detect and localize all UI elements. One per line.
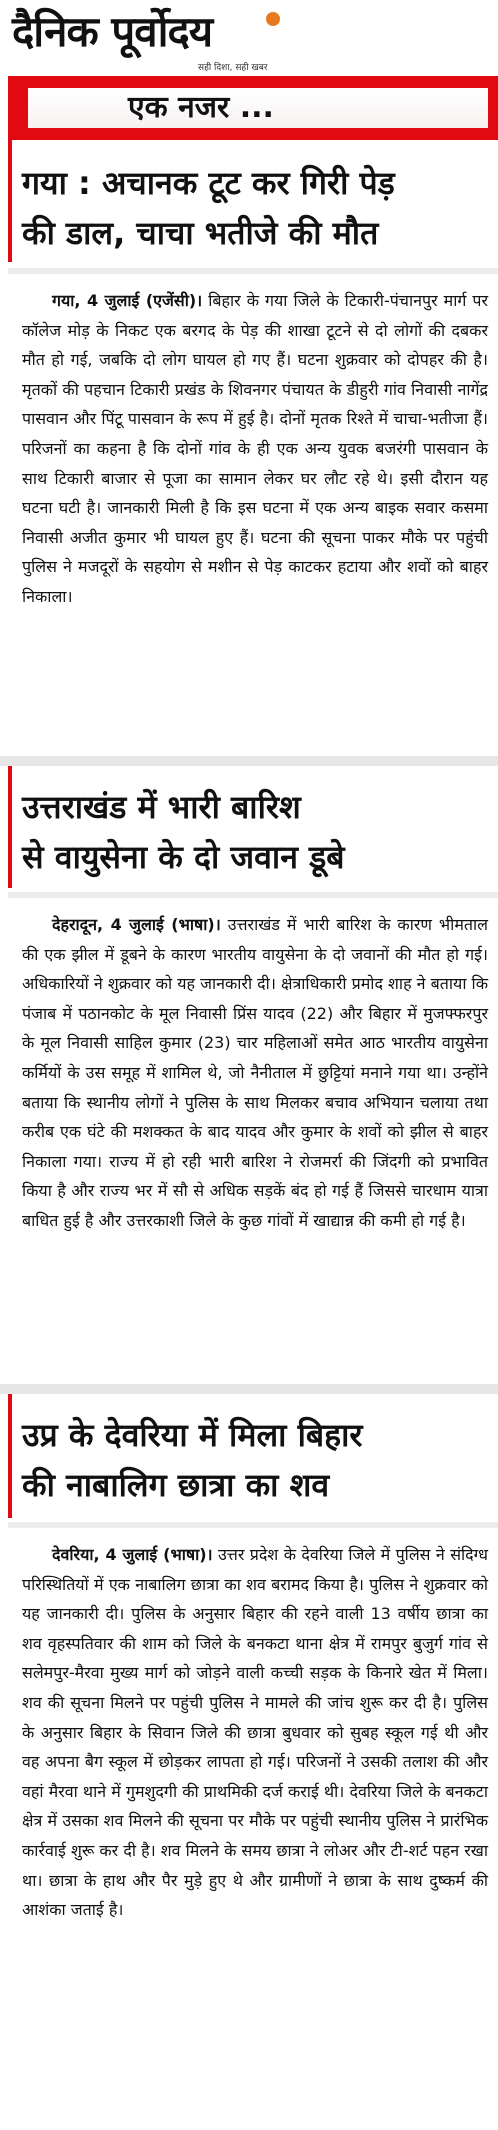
story-divider xyxy=(0,756,498,766)
story-2-dateline: देहरादून, 4 जुलाई (भाषा)। xyxy=(52,915,221,934)
story-2-headline-line2: से वायुसेना के दो जवान डूबे xyxy=(22,838,345,876)
headline-underline xyxy=(8,892,498,898)
headline-underline xyxy=(8,1522,498,1528)
headline-accent-rule xyxy=(8,1394,12,1518)
story-1-headline-line2: की डाल, चाचा भतीजे की मौत xyxy=(22,214,379,252)
story-3-headline-line1: उप्र के देवरिया में मिला बिहार xyxy=(22,1416,363,1454)
story-1-dateline: गया, 4 जुलाई (एजेंसी)। xyxy=(52,291,203,310)
newspaper-logo: दैनिक पूर्वोदय xyxy=(12,7,213,56)
story-3-text: उत्तर प्रदेश के देवरिया जिले में पुलिस ने संदिग्ध परिस्थितियों में एक नाबालिग छात्रा का शव बरामद किया है। पुलिस ने शुक्रवार को यह जानकारी दी। पुलिस के अनुसार बिहार की रहने वाली 13 वर्षीय छात्रा का शव वृहस्पतिवार की शाम को जिले के बनकटा थाना क्षेत्र में रामपुर बुजुर्ग गांव से सलेमपुर-मैरवा मुख्य मार्ग को जोड़ने वाली कच्ची सड़क के किनारे खेत में मिला। शव की सूचना मिलने पर पहुंची पुलिस ने मामले की जांच शुरू कर दी है। पुलिस के अनुसार बिहार के सिवान जिले की छात्रा बुधवार को सुबह स्कूल गई थी और वह अपना बैग स्कूल में छोड़कर लापता हो गई। परिजनों ने उसकी तलाश की और वहां मैरवा थाने में गुमशुदगी की प्राथमिकी दर्ज कराई थी। देवरिया जिले के बनकटा क्षेत्र में उसका शव मिलने की सूचना पर मौके पर पहुंची स्थानीय पुलिस ने प्रारंभिक कार्रवाई शुरू कर दी है। शव मिलने के समय छात्रा ने लोअर और टी-शर्ट पहन रखा था। छात्रा के हाथ और पैर मुड़े हुए थे और ग्रामीणों ने छात्रा के साथ दुष्कर्म की आशंका जताई है। xyxy=(22,1545,488,1920)
masthead xyxy=(0,0,498,74)
story-1-headline-line1: गया : अचानक टूट कर गिरी पेड़ xyxy=(22,164,395,202)
story-2-text: उत्तराखंड में भारी बारिश के कारण भीमताल की एक झील में डूबने के कारण भारतीय वायुसेना के दो जवानों की मौत हो गई। अधिकारियों ने शुक्रवार को यह जानकारी दी। क्षेत्राधिकारी प्रमोद शाह ने बताया कि पंजाब में पठानकोट के मूल निवासी प्रिंस यादव (22) और बिहार में मुजफ्फरपुर के मूल निवासी साहिल कुमार (23) चार महिलाओं समेत आठ भारतीय वायुसेना कर्मियों के उस समूह में शामिल थे, जो नैनीताल में छुट्टियां मनाने गया था। उन्होंने बताया कि स्थानीय लोगों ने पुलिस के साथ मिलकर बचाव अभियान चलाया तथा करीब एक घंटे की मशक्कत के बाद यादव और कुमार के शवों को झील से बाहर निकाला गया। राज्य में हो रही भारी बारिश ने रोजमर्रा की जिंदगी को प्रभावित किया है और राज्य भर में सौ से अधिक सड़कें बंद हो गई हैं जिससे चारधाम यात्रा बाधित हुई है और उत्तरकाशी जिले के कुछ गांवों में खाद्यान्न की कमी हो गई है। xyxy=(22,915,489,1230)
story-3-headline xyxy=(22,1410,482,1510)
section-title: एक नजर ... xyxy=(28,88,488,128)
story-2-headline-line1: उत्तराखंड में भारी बारिश xyxy=(22,788,301,826)
story-1-body xyxy=(22,286,488,612)
story-2-headline xyxy=(22,782,482,882)
story-1-text: बिहार के गया जिले के टिकारी-पंचानपुर मार्ग पर कॉलेज मोड़ के निकट एक बरगद के पेड़ की शाखा टूटने से दो लोगों की दबकर मौत हो गई, जबकि दो लोग घायल हो गए हैं। घटना शुक्रवार को दोपहर की है। मृतकों की पहचान टिकारी प्रखंड के शिवनगर पंचायत के डीहुरी गांव निवासी नागेंद्र पासवान और पिंटू पासवान के रूप में हुई है। दोनों मृतक रिश्ते में चाचा-भतीजा हैं। परिजनों का कहना है कि दोनों गांव के ही एक अन्य युवक बजरंगी पासवान के साथ टिकारी बाजार से पूजा का सामान लेकर घर लौट रहे थे। इसी दौरान यह घटना घटी है। जानकारी मिली है कि इस घटना में एक अन्य बाइक सवार कसमा निवासी अजीत कुमार भी घायल हुए हैं। घटना की सूचना पाकर मौके पर पहुंची पुलिस ने मजदूरों के सहयोग से मशीन से पेड़ काटकर हटाया और शवों को बाहर निकाला। xyxy=(22,291,488,606)
story-3-body xyxy=(22,1540,488,1925)
logo-tagline: सही दिशा, सही खबर xyxy=(198,63,268,73)
story-1-headline xyxy=(22,158,482,258)
headline-accent-rule xyxy=(8,140,12,262)
story-3-headline-line2: की नाबालिग छात्रा का शव xyxy=(22,1466,330,1504)
logo-dot-icon xyxy=(266,12,280,26)
section-banner xyxy=(8,76,498,140)
headline-accent-rule xyxy=(8,766,12,888)
story-divider xyxy=(0,1384,498,1394)
story-2-body xyxy=(22,910,488,1236)
story-3-dateline: देवरिया, 4 जुलाई (भाषा)। xyxy=(52,1545,213,1564)
headline-underline xyxy=(8,268,498,274)
